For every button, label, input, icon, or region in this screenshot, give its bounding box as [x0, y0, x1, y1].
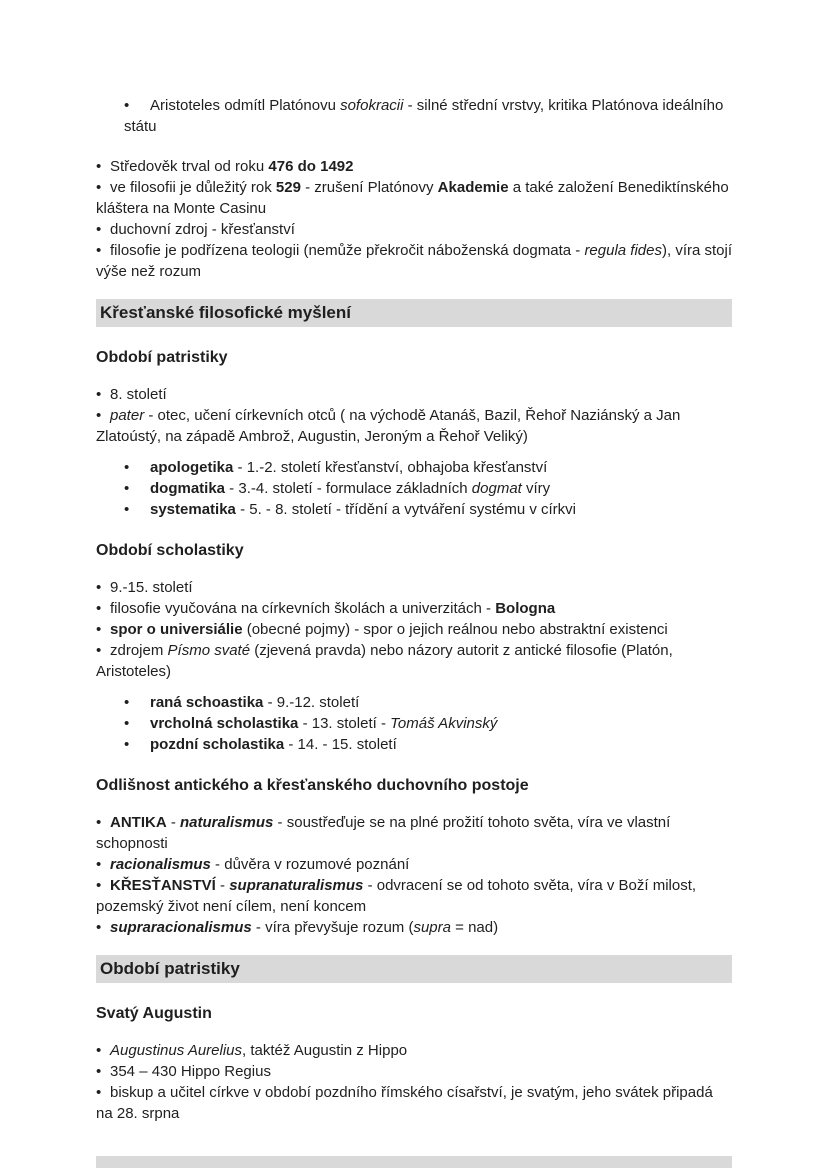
text-segment: Písmo svaté [167, 642, 251, 659]
bullet-icon: • [96, 642, 102, 659]
bullet-item [96, 577, 732, 598]
text-segment: systematika [150, 501, 236, 518]
text-segment: pater [110, 407, 145, 424]
text-segment: filosofie je podřízena teologii (nemůže překročit náboženská dogmata - [110, 242, 585, 259]
text-segment: apologetika [150, 459, 234, 476]
bullet-item [96, 854, 732, 875]
text-segment: ANTIKA [110, 814, 167, 831]
text-segment: Aristoteles odmítl Platónovu [150, 97, 341, 114]
text-segment: - odvracení se od tohoto světa, víra v Boží milost, pozemský život není cílem, není koncem [96, 877, 697, 915]
text-segment: spor o universiálie [110, 621, 243, 638]
bullet-icon: • [124, 715, 130, 732]
text-segment: - 14. - 15. století [284, 736, 397, 753]
text-segment: Tomáš Akvinský [390, 715, 498, 732]
text-segment: ve filosofii je důležitý rok [110, 179, 276, 196]
text-segment: naturalismus [180, 814, 274, 831]
bullet-icon: • [96, 621, 102, 638]
bullet-icon: • [96, 919, 102, 936]
section-header [96, 299, 732, 327]
bullet-item [96, 457, 732, 478]
bullet-icon: • [96, 877, 102, 894]
bullet-item [96, 177, 732, 219]
bullet-icon: • [96, 158, 102, 175]
text-segment: 8. století [110, 386, 167, 403]
text-segment: - 3.-4. století - formulace základních [225, 480, 472, 497]
bullet-item [96, 875, 732, 917]
bullet-icon: • [96, 600, 102, 617]
text-segment: duchovní zdroj - křesťanství [110, 221, 295, 238]
bullet-item [96, 405, 732, 447]
bullet-icon: • [96, 179, 102, 196]
bullet-item [96, 619, 732, 640]
text-segment: - otec, učení církevních otců ( na východě Atanáš, Bazil, Řehoř Naziánský a Jan Zlatoústý, na západě Ambrož, Augustin, Jeroným a Řehoř Veliký) [96, 407, 681, 445]
text-segment: biskup a učitel církve v období pozdního římského císařství, je svatým, jeho svátek připadá na 28. srpna [96, 1084, 713, 1122]
text-segment: vrcholná scholastika [150, 715, 299, 732]
bullet-icon: • [96, 1042, 102, 1059]
bullet-item [96, 478, 732, 499]
bullet-icon: • [96, 856, 102, 873]
text-segment: 9.-15. století [110, 579, 193, 596]
text-segment: 529 [275, 179, 301, 196]
bullet-item [96, 734, 732, 755]
bullet-icon: • [124, 97, 130, 114]
text-segment: - zrušení Platónovy [300, 179, 438, 196]
subsection-heading [96, 775, 732, 796]
text-segment: Středověk trval od roku [110, 158, 269, 175]
text-segment: supra [413, 919, 451, 936]
text-segment: - 5. - 8. století - třídění a vytváření systému v církvi [235, 501, 577, 518]
text-segment: = nad) [450, 919, 499, 936]
text-segment: Bologna [495, 600, 556, 617]
text-segment: - [215, 877, 230, 894]
section-header [96, 955, 732, 983]
next-section-header-partial [96, 1156, 732, 1168]
text-segment: 354 – 430 Hippo Regius [110, 1063, 271, 1080]
text-segment: sofokracii [340, 97, 404, 114]
bullet-item [96, 499, 732, 520]
bullet-icon: • [96, 579, 102, 596]
text-segment: Období patristiky [100, 959, 240, 978]
bullet-item [96, 713, 732, 734]
text-segment: - [166, 814, 181, 831]
text-segment: - 1.-2. století křesťanství, obhajoba křesťanství [233, 459, 548, 476]
subsection-heading [96, 1003, 732, 1024]
text-segment: - víra převyšuje rozum ( [251, 919, 414, 936]
bullet-icon: • [96, 242, 102, 259]
bullet-icon: • [124, 480, 130, 497]
text-segment: - 13. století - [298, 715, 391, 732]
bullet-icon: • [124, 736, 130, 753]
text-segment: Období scholastiky [96, 542, 244, 559]
bullet-item [96, 240, 732, 282]
bullet-icon: • [124, 694, 130, 711]
subsection-heading [96, 540, 732, 561]
text-segment: (zjevená pravda) nebo názory autorit z antické filosofie (Platón, Aristoteles) [96, 642, 673, 680]
bullet-item [96, 1040, 732, 1061]
text-segment: - důvěra v rozumové poznání [210, 856, 410, 873]
text-segment: raná schoastika [150, 694, 264, 711]
text-segment: KŘESŤANSTVÍ [110, 877, 216, 894]
bullet-icon: • [96, 386, 102, 403]
bullet-item [96, 1061, 732, 1082]
text-segment: 476 do 1492 [268, 158, 354, 175]
bullet-item [96, 1082, 732, 1124]
document-content [96, 95, 732, 1124]
bullet-item [96, 640, 732, 682]
text-segment: filosofie vyučována na církevních školách a univerzitách - [110, 600, 496, 617]
text-segment: pozdní scholastika [150, 736, 285, 753]
text-segment: supraracionalismus [110, 919, 252, 936]
bullet-item [96, 384, 732, 405]
text-segment: (obecné pojmy) - spor o jejich reálnou nebo abstraktní existenci [242, 621, 668, 638]
text-segment: - soustřeďuje se na plné prožití tohoto světa, víra ve vlastní schopnosti [96, 814, 671, 852]
bullet-item [96, 812, 732, 854]
bullet-icon: • [96, 221, 102, 238]
bullet-item [96, 598, 732, 619]
text-segment: - silné střední vrstvy, kritika Platónova ideálního státu [124, 97, 724, 135]
text-segment: regula fides [584, 242, 662, 259]
bullet-icon: • [96, 1084, 102, 1101]
bullet-icon: • [124, 459, 130, 476]
text-segment: Augustinus Aurelius [110, 1042, 243, 1059]
text-segment: Období patristiky [96, 349, 228, 366]
text-segment: Křesťanské filosofické myšlení [100, 303, 351, 322]
bullet-icon: • [96, 1063, 102, 1080]
text-segment: supranaturalismus [229, 877, 364, 894]
text-segment: - 9.-12. století [263, 694, 360, 711]
bullet-item [96, 156, 732, 177]
text-segment: zdrojem [110, 642, 168, 659]
bullet-item [96, 692, 732, 713]
text-segment: Odlišnost antického a křesťanského duchovního postoje [96, 777, 529, 794]
text-segment: víry [521, 480, 551, 497]
bullet-icon: • [96, 407, 102, 424]
subsection-heading [96, 347, 732, 368]
text-segment: a také založení Benediktínského kláštera na Monte Casinu [96, 179, 729, 217]
bullet-icon: • [124, 501, 130, 518]
bullet-icon: • [96, 814, 102, 831]
bullet-item [96, 219, 732, 240]
text-segment: Svatý Augustin [96, 1005, 212, 1022]
text-segment: Akademie [437, 179, 509, 196]
text-segment: ), víra stojí výše než rozum [96, 242, 733, 280]
text-segment: , taktéž Augustin z Hippo [242, 1042, 408, 1059]
bullet-item [96, 917, 732, 938]
text-segment: racionalismus [110, 856, 211, 873]
text-segment: dogmatika [150, 480, 226, 497]
bullet-item [96, 95, 732, 137]
text-segment: dogmat [471, 480, 522, 497]
